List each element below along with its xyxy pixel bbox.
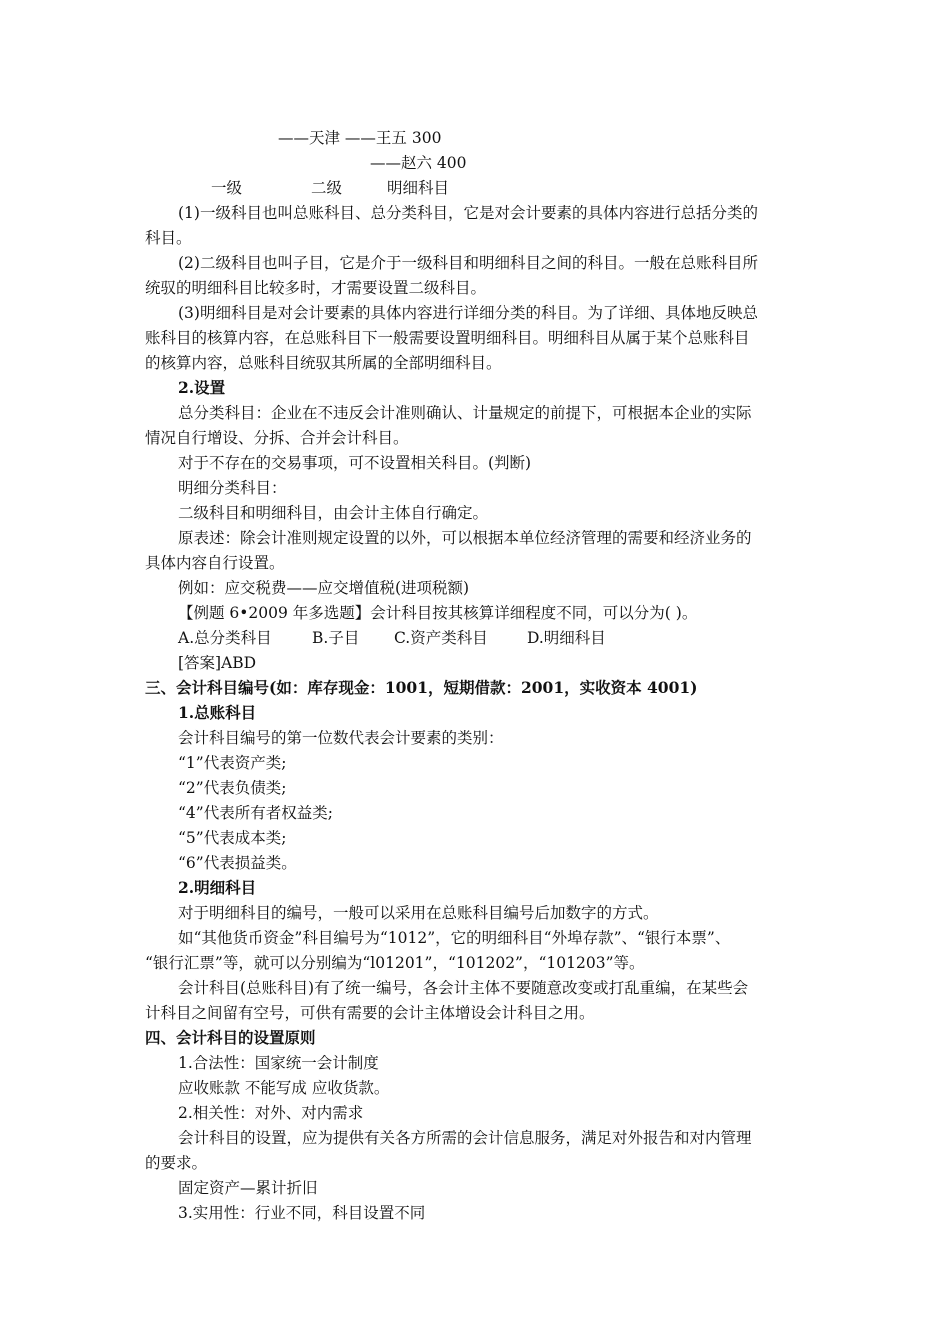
paragraph-detail-numbering: 对于明细科目的编号，一般可以采用在总账科目编号后加数字的方式。 bbox=[178, 904, 659, 922]
heading-principles: 四、会计科目的设置原则 bbox=[145, 1028, 316, 1047]
paragraph-example-1012-line2: “银行汇票”等，就可以分别编为“l01201”，“101202”，“101203”等。 bbox=[145, 954, 645, 972]
paragraph-general-line1: 总分类科目：企业在不违反会计准则确认、计量规定的前提下，可根据本企业的实际 bbox=[178, 404, 752, 422]
paragraph-detail-rule: 二级科目和明细科目，由会计主体自行确定。 bbox=[178, 504, 489, 522]
paragraph-relevance-line1: 会计科目的设置，应为提供有关各方所需的会计信息服务，满足对外报告和对内管理 bbox=[178, 1129, 752, 1147]
principle-legality: 1.合法性：国家统一会计制度 bbox=[178, 1054, 379, 1072]
list-item: “2”代表负债类; bbox=[178, 779, 287, 797]
paragraph-detail-label: 明细分类科目： bbox=[178, 479, 287, 497]
paragraph-original-line1: 原表述：除会计准则规定设置的以外，可以根据本单位经济管理的需要和经济业务的 bbox=[178, 529, 752, 547]
option-b: B.子目 bbox=[312, 629, 360, 647]
paragraph-level2-line1: (2)二级科目也叫子目，它是介于一级科目和明细科目之间的科目。一般在总账科目所 bbox=[178, 254, 758, 272]
paragraph-unified-line2: 计科目之间留有空号，可供有需要的会计主体增设会计科目之用。 bbox=[145, 1004, 595, 1022]
paragraph-level3-line3: 的核算内容，总账科目统驭其所属的全部明细科目。 bbox=[145, 354, 502, 372]
subheading-general-ledger: 1.总账科目 bbox=[178, 703, 257, 722]
diagram-level-detail: 明细科目 bbox=[387, 179, 450, 197]
paragraph-level1-line2: 科目。 bbox=[145, 229, 192, 247]
diagram-level-first: 一级 bbox=[211, 179, 243, 197]
paragraph-receivable: 应收账款 不能写成 应收货款。 bbox=[178, 1079, 390, 1097]
list-item: “4”代表所有者权益类; bbox=[178, 804, 333, 822]
diagram-line-zhaoliu: ——赵六 400 bbox=[370, 154, 467, 172]
option-c: C.资产类科目 bbox=[394, 629, 488, 647]
principle-practicality: 3.实用性：行业不同，科目设置不同 bbox=[178, 1204, 426, 1222]
diagram-level-second: 二级 bbox=[311, 179, 343, 197]
diagram-line-tianjin: ——天津 ——王五 300 bbox=[278, 129, 442, 147]
paragraph-level3-line2: 账科目的核算内容，在总账科目下一般需要设置明细科目。明细科目从属于某个总账科目 bbox=[145, 329, 750, 347]
paragraph-depreciation: 固定资产—累计折旧 bbox=[178, 1179, 318, 1197]
paragraph-unified-line1: 会计科目(总账科目)有了统一编号，各会计主体不要随意改变或打乱重编，在某些会 bbox=[178, 979, 749, 997]
paragraph-numbering-intro: 会计科目编号的第一位数代表会计要素的类别： bbox=[178, 729, 504, 747]
option-d: D.明细科目 bbox=[527, 629, 606, 647]
paragraph-example-1012-line1: 如“其他货币资金”科目编号为“1012”，它的明细科目“外埠存款”、“银行本票”、 bbox=[178, 929, 731, 947]
example-question: 【例题 6•2009 年多选题】会计科目按其核算详细程度不同，可以分为( )。 bbox=[178, 604, 698, 622]
paragraph-example-tax: 例如：应交税费——应交增值税(进项税额) bbox=[178, 579, 470, 597]
paragraph-level2-line2: 统驭的明细科目比较多时，才需要设置二级科目。 bbox=[145, 279, 487, 297]
principle-relevance: 2.相关性：对外、对内需求 bbox=[178, 1104, 364, 1122]
heading-numbering: 三、会计科目编号(如：库存现金：1001，短期借款：2001，实收资本 4001) bbox=[145, 678, 698, 697]
list-item: “1”代表资产类; bbox=[178, 754, 287, 772]
paragraph-general-line2: 情况自行增设、分拆、合并会计科目。 bbox=[145, 429, 409, 447]
list-item: “5”代表成本类; bbox=[178, 829, 287, 847]
paragraph-judgement: 对于不存在的交易事项，可不设置相关科目。(判断) bbox=[178, 454, 532, 472]
answer: [答案]ABD bbox=[178, 654, 257, 672]
paragraph-level3-line1: (3)明细科目是对会计要素的具体内容进行详细分类的科目。为了详细、具体地反映总 bbox=[178, 304, 758, 322]
option-a: A.总分类科目 bbox=[178, 629, 272, 647]
paragraph-original-line2: 具体内容自行设置。 bbox=[145, 554, 285, 572]
subheading-detail-accounts: 2.明细科目 bbox=[178, 878, 257, 897]
paragraph-relevance-line2: 的要求。 bbox=[145, 1154, 208, 1172]
heading-setup: 2.设置 bbox=[178, 378, 226, 397]
list-item: “6”代表损益类。 bbox=[178, 854, 297, 872]
paragraph-level1-line1: (1)一级科目也叫总账科目、总分类科目，它是对会计要素的具体内容进行总括分类的 bbox=[178, 204, 758, 222]
